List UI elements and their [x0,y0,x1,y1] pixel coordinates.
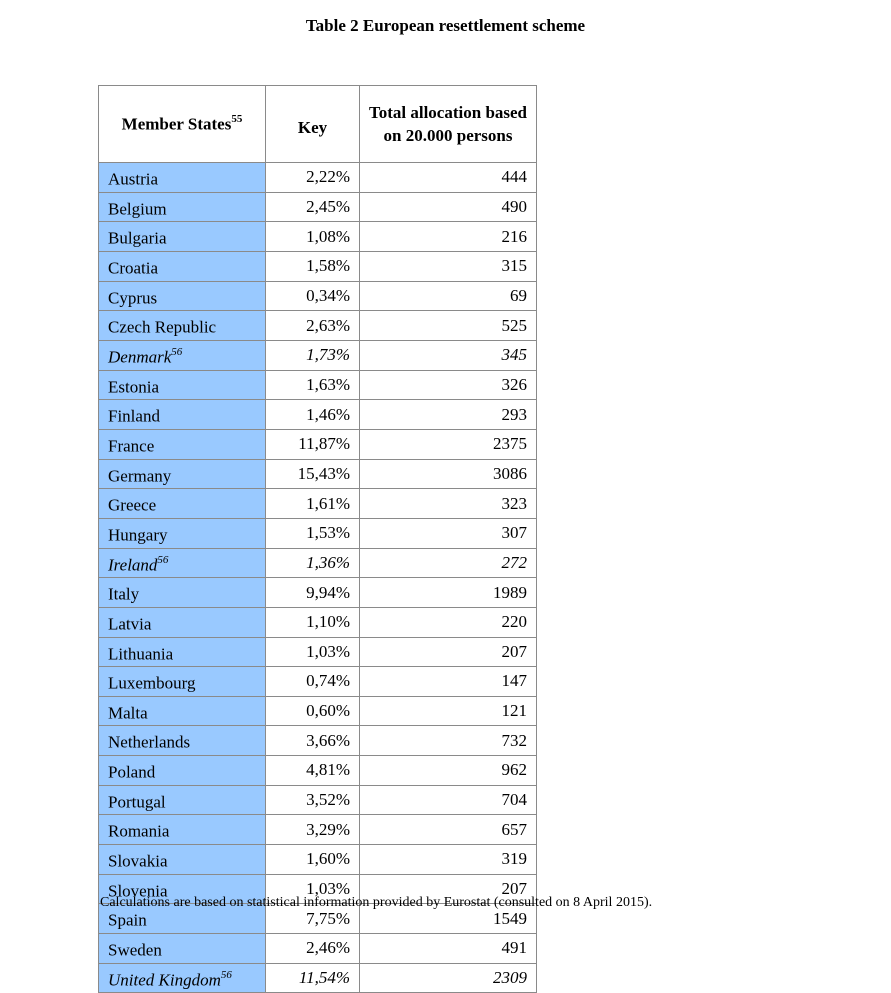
key-cell: 1,03% [266,874,360,904]
member-state-name: Netherlands [108,733,191,753]
member-state-cell [99,756,266,786]
total-allocation-cell: 121 [360,696,537,726]
total-allocation-cell: 1989 [360,578,537,608]
member-state-cell [99,726,266,756]
member-state-name: Luxembourg [108,673,196,693]
member-state-name: Denmark [108,347,172,367]
member-state-name: Cyprus [108,288,158,308]
table-title: Table 2 European resettlement scheme [305,16,586,35]
table-row [99,518,537,548]
total-allocation-cell: 319 [360,845,537,875]
key-cell: 0,60% [266,696,360,726]
key-cell: 15,43% [266,459,360,489]
member-state-name: Greece [108,495,157,515]
member-state-name: Malta [108,703,148,723]
member-state-cell [99,963,266,993]
key-cell: 2,22% [266,163,360,193]
header-footnote-ref: 55 [231,112,243,125]
key-cell: 1,53% [266,518,360,548]
total-allocation-cell: 207 [360,637,537,667]
member-state-name: Slovenia [108,881,168,901]
table-row [99,281,537,311]
member-state-name: Austria [108,169,159,189]
table-row [99,934,537,964]
table-row [99,607,537,637]
key-cell: 3,29% [266,815,360,845]
table-row [99,756,537,786]
key-cell: 11,54% [266,963,360,993]
member-state-cell [99,518,266,548]
member-state-name: Portugal [108,792,166,812]
key-cell: 1,08% [266,222,360,252]
total-allocation-cell: 315 [360,251,537,281]
member-state-cell [99,400,266,430]
table-row [99,548,537,578]
member-state-name: Latvia [108,614,152,634]
total-allocation-cell: 1549 [360,904,537,934]
member-state-cell [99,459,266,489]
table-row [99,578,537,608]
table-row [99,815,537,845]
member-state-cell [99,311,266,341]
member-state-cell [99,667,266,697]
table-row [99,845,537,875]
member-state-name: Czech Republic [108,317,217,337]
table-row [99,963,537,993]
member-state-name: Poland [108,762,156,782]
table-row [99,222,537,252]
key-cell: 4,81% [266,756,360,786]
footnote-ref: 56 [171,345,183,358]
member-state-name: Romania [108,822,170,842]
member-state-name: United Kingdom [108,970,221,990]
table-row [99,251,537,281]
member-state-cell [99,785,266,815]
member-state-cell [99,489,266,519]
key-cell: 9,94% [266,578,360,608]
member-state-name: Belgium [108,199,167,219]
total-allocation-cell: 220 [360,607,537,637]
member-state-cell [99,251,266,281]
member-state-cell [99,340,266,370]
table-row [99,192,537,222]
key-cell: 1,63% [266,370,360,400]
key-cell: 7,75% [266,904,360,934]
member-state-name: Estonia [108,377,159,397]
total-allocation-cell: 657 [360,815,537,845]
total-allocation-cell: 207 [360,874,537,904]
footnote-ref: 56 [220,968,232,981]
total-allocation-cell: 293 [360,400,537,430]
table-row [99,163,537,193]
total-allocation-cell: 147 [360,667,537,697]
total-allocation-cell: 962 [360,756,537,786]
member-state-cell [99,578,266,608]
key-cell: 1,58% [266,251,360,281]
member-state-cell [99,222,266,252]
member-state-name: Italy [108,584,140,604]
key-cell: 1,61% [266,489,360,519]
table-row [99,696,537,726]
member-state-cell [99,281,266,311]
member-state-cell [99,370,266,400]
member-state-name: Germany [108,466,172,486]
key-cell: 1,36% [266,548,360,578]
resettlement-table [98,85,537,993]
table-row [99,400,537,430]
key-cell: 2,45% [266,192,360,222]
total-allocation-cell: 69 [360,281,537,311]
footnote-ref: 56 [157,553,169,566]
table-row [99,311,537,341]
table-row [99,785,537,815]
member-state-cell [99,192,266,222]
member-state-name: France [108,436,155,456]
member-state-name: Finland [108,406,160,426]
table-row [99,726,537,756]
total-allocation-cell: 216 [360,222,537,252]
table-row [99,667,537,697]
member-state-cell [99,429,266,459]
member-state-cell [99,934,266,964]
key-cell: 1,46% [266,400,360,430]
total-allocation-cell: 323 [360,489,537,519]
key-cell: 2,63% [266,311,360,341]
key-cell: 1,60% [266,845,360,875]
footnote: Calculations are based on statistical information provided by Eurostat (consulted on 8 April 2015). [100,895,653,910]
total-allocation-cell: 272 [360,548,537,578]
member-state-cell [99,548,266,578]
total-allocation-cell: 2375 [360,429,537,459]
table-row [99,637,537,667]
total-allocation-cell: 2309 [360,963,537,993]
total-allocation-cell: 307 [360,518,537,548]
key-cell: 3,66% [266,726,360,756]
member-state-name: Spain [108,911,147,931]
key-cell: 1,03% [266,637,360,667]
member-state-cell [99,637,266,667]
member-state-cell [99,607,266,637]
member-state-name: Hungary [108,525,168,545]
table-row [99,370,537,400]
total-allocation-cell: 326 [360,370,537,400]
table-header-row [99,86,537,163]
total-allocation-cell: 3086 [360,459,537,489]
member-state-name: Croatia [108,258,159,278]
key-cell: 3,52% [266,785,360,815]
table-body [99,163,537,993]
total-allocation-cell: 491 [360,934,537,964]
total-allocation-cell: 490 [360,192,537,222]
table-row [99,489,537,519]
total-allocation-cell: 345 [360,340,537,370]
total-allocation-cell: 732 [360,726,537,756]
member-state-cell [99,696,266,726]
member-state-name: Slovakia [108,851,168,871]
key-cell: 0,74% [266,667,360,697]
header-total-allocation: Total allocation based on 20.000 persons [360,86,537,163]
header-member-states [99,86,266,163]
key-cell: 1,10% [266,607,360,637]
member-state-cell [99,815,266,845]
total-allocation-cell: 444 [360,163,537,193]
member-state-name: Lithuania [108,644,174,664]
member-state-name: Sweden [108,940,162,960]
key-cell: 11,87% [266,429,360,459]
table-row [99,459,537,489]
header-member-states-label: Member States [121,114,232,134]
key-cell: 0,34% [266,281,360,311]
table-row [99,429,537,459]
total-allocation-cell: 704 [360,785,537,815]
member-state-name: Bulgaria [108,228,167,248]
total-allocation-cell: 525 [360,311,537,341]
member-state-cell [99,163,266,193]
table-row [99,340,537,370]
key-cell: 1,73% [266,340,360,370]
member-state-name: Ireland [108,555,158,575]
member-state-cell [99,845,266,875]
key-cell: 2,46% [266,934,360,964]
header-key: Key [266,86,360,163]
